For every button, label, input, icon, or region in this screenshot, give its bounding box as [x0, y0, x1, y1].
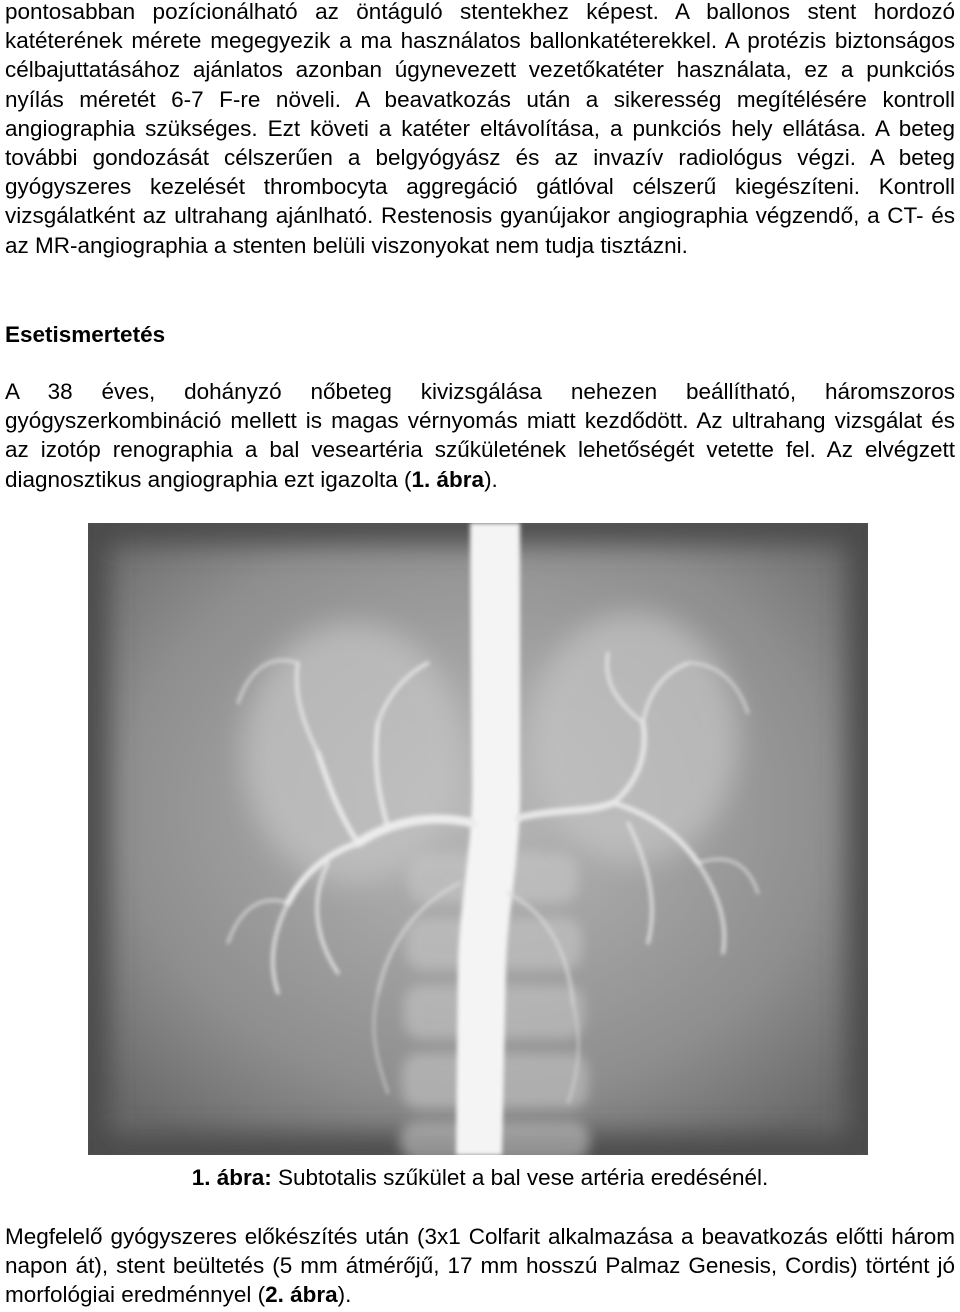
body-paragraph-2: [5, 377, 955, 494]
section-heading: Esetismertetés: [5, 322, 166, 347]
paragraph-2-end: ).: [484, 466, 498, 492]
paragraph-3-text: Megfelelő gyógyszeres előkészítés után (3x1 Colfarit alkalmazása a beavatkozás előtti három napon át), stent beültetés (5 mm átmérőjű, 17 mm hosszú Palmaz Genesis, Cordis) történt jó morfológiai eredménnyel (: [5, 1224, 955, 1308]
figure-caption: [0, 1163, 960, 1192]
paragraph-2-text: A 38 éves, dohányzó nőbeteg kivizsgálása nehezen beállítható, háromszoros gyógyszerkombináció mellett is magas vérnyomás miatt kezdődött. Az ultrahang vizsgálat és az izotóp renographia a bal veseartéria szűkületének lehetőségét vetette fel. Az elvégzett diagnosztikus angiographia ezt igazolta (: [5, 379, 955, 492]
body-paragraph-3: [5, 1222, 955, 1310]
angiography-figure: [88, 523, 868, 1155]
paragraph-3-end: ).: [337, 1282, 352, 1308]
figure-ref-1: 1. ábra: [411, 466, 485, 492]
body-paragraph-1: pontosabban pozícionálható az öntáguló stentekhez képest. A ballonos stent hordozó katéterének mérete megegyezik a ma használatos ballonkatéterekkel. A protézis biztonságos célbajuttatásához ajánlatos azonban úgynevezett vezetőkatéter használata, ez a punkciós nyílás méretét 6-7 F-re növeli. A beavatkozás után a sikeresség megítélésére kontroll angiographia szükséges. Ezt követi a katéter eltávolítása, a punkciós hely ellátása. A beteg további gondozását célszerűen a belgyógyász és az invazív radiológus végzi. A beteg gyógyszeres kezelését thrombocyta aggregáció gátlóval célszerű kiegészíteni. Kontroll vizsgálatként az ultrahang ajánlható. Restenosis gyanújakor angiographia végzendő, a CT- és az MR-angiographia a stenten belüli viszonyokat nem tudja tisztázni.: [5, 0, 955, 258]
figure-ref-2: 2. ábra: [265, 1282, 338, 1308]
figure-caption-text: Subtotalis szűkület a bal vese artéria eredésénél.: [271, 1165, 769, 1190]
figure-caption-label: 1. ábra:: [191, 1165, 272, 1190]
angiography-image: [88, 523, 868, 1155]
